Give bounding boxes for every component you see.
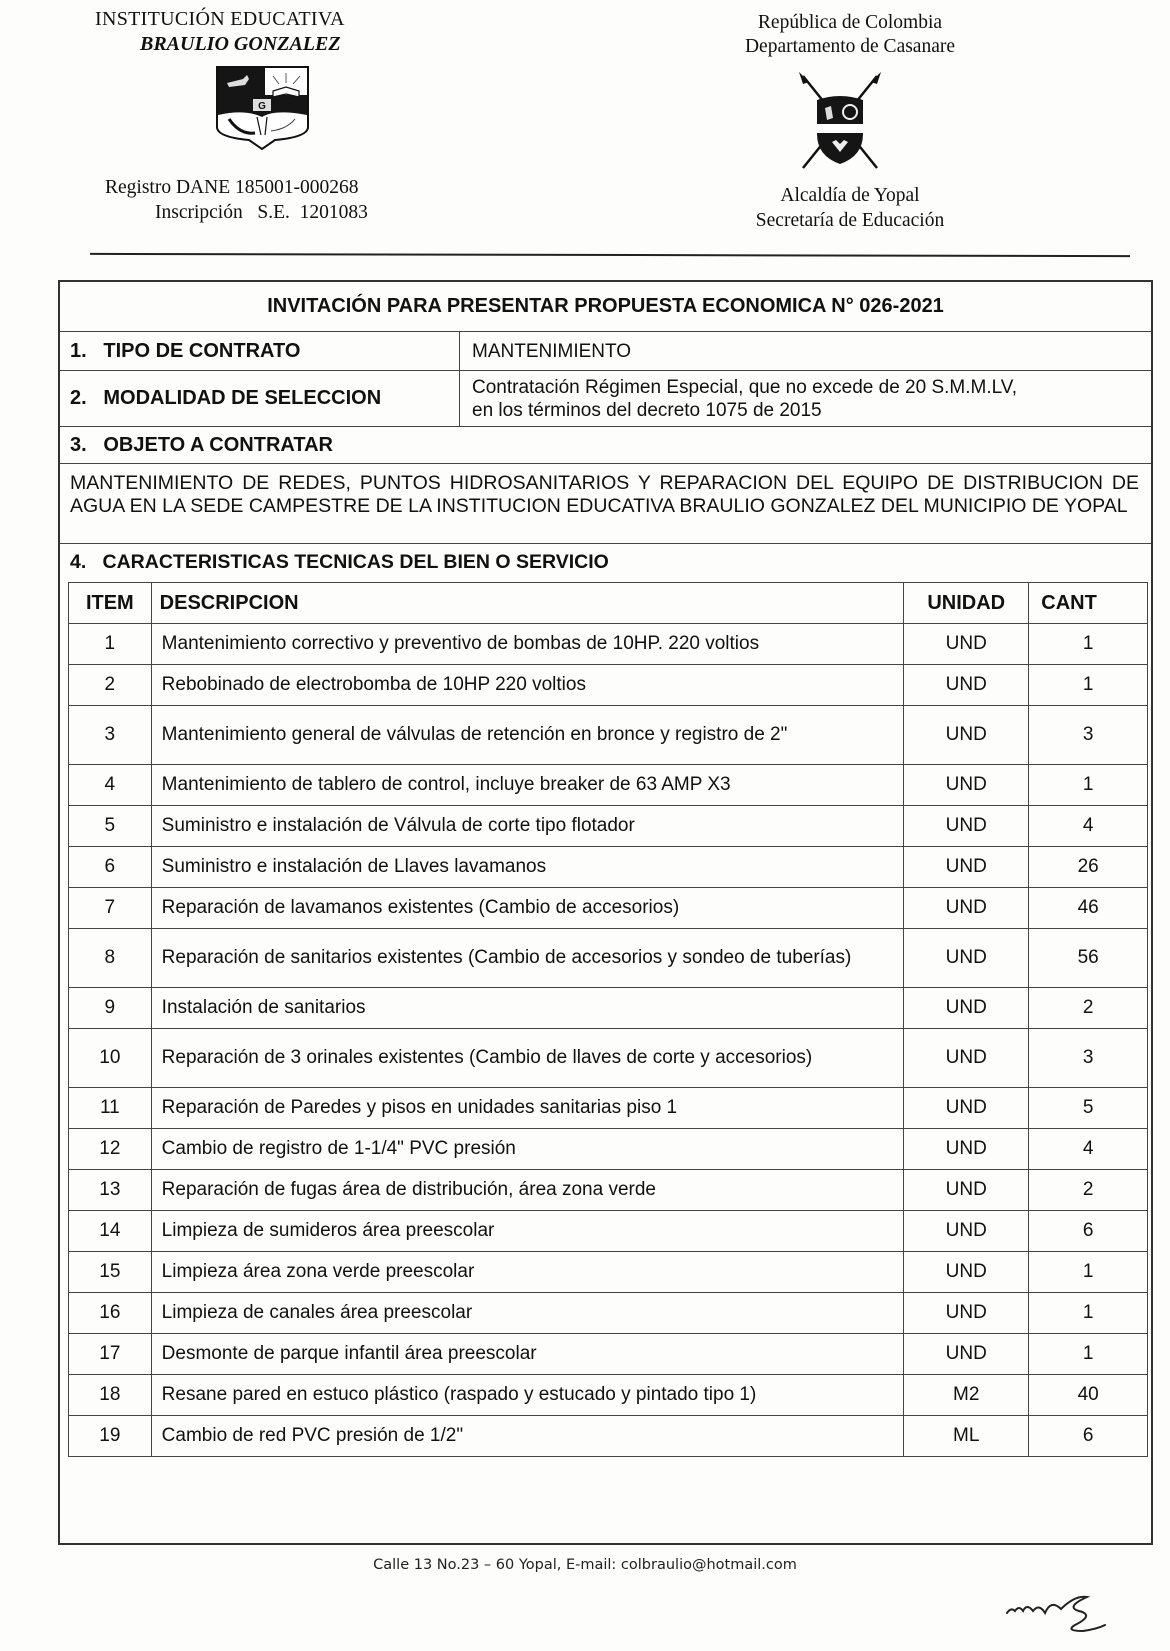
item-quantity: 1 — [1029, 624, 1148, 665]
header-quantity: CANT — [1029, 583, 1148, 624]
item-unit: M2 — [904, 1375, 1029, 1416]
item-description: Cambio de registro de 1-1/4" PVC presión — [151, 1129, 904, 1170]
contract-type-label: 1. TIPO DE CONTRATO — [60, 332, 460, 370]
table-row — [69, 1029, 1148, 1088]
item-quantity: 4 — [1029, 1129, 1148, 1170]
item-description: Limpieza de canales área preescolar — [151, 1293, 904, 1334]
item-description: Rebobinado de electrobomba de 10HP 220 voltios — [151, 665, 904, 706]
selection-mode-row — [60, 371, 1151, 427]
items-table — [68, 582, 1148, 1457]
item-description: Reparación de lavamanos existentes (Cambio de accesorios) — [151, 888, 904, 929]
item-number: 11 — [69, 1088, 152, 1129]
item-number: 10 — [69, 1029, 152, 1088]
table-row — [69, 847, 1148, 888]
item-quantity: 1 — [1029, 1334, 1148, 1375]
item-unit: UND — [904, 929, 1029, 988]
item-description: Reparación de sanitarios existentes (Cambio de accesorios y sondeo de tuberías) — [151, 929, 904, 988]
item-description: Cambio de red PVC presión de 1/2" — [151, 1416, 904, 1457]
table-row — [69, 1252, 1148, 1293]
item-description: Instalación de sanitarios — [151, 988, 904, 1029]
institution-registration — [105, 177, 368, 258]
table-header-row — [69, 583, 1148, 624]
item-unit: UND — [904, 1334, 1029, 1375]
item-unit: UND — [904, 765, 1029, 806]
item-description: Mantenimiento de tablero de control, incluye breaker de 63 AMP X3 — [151, 765, 904, 806]
department-name: Departamento de Casanare — [744, 36, 956, 57]
item-unit: UND — [904, 988, 1029, 1029]
item-number: 17 — [69, 1334, 152, 1375]
item-number: 8 — [69, 929, 152, 988]
item-unit: UND — [904, 1129, 1029, 1170]
table-row — [69, 988, 1148, 1029]
item-quantity: 26 — [1029, 847, 1148, 888]
institution-type: INSTITUCIÓN EDUCATIVA — [95, 8, 345, 30]
item-unit: ML — [904, 1416, 1029, 1457]
handwritten-signature-icon — [1005, 1585, 1125, 1640]
svg-text:G: G — [258, 101, 266, 112]
invitation-form — [58, 280, 1153, 1545]
item-description: Limpieza de sumideros área preescolar — [151, 1211, 904, 1252]
casanare-coat-of-arms-icon — [795, 72, 885, 172]
item-quantity: 56 — [1029, 929, 1148, 988]
header-unit: UNIDAD — [904, 583, 1029, 624]
item-description: Desmonte de parque infantil área preescolar — [151, 1334, 904, 1375]
item-quantity: 1 — [1029, 1293, 1148, 1334]
item-number: 3 — [69, 706, 152, 765]
contract-type-value: MANTENIMIENTO — [472, 340, 632, 362]
item-description: Mantenimiento general de válvulas de retención en bronce y registro de 2" — [151, 706, 904, 765]
item-number: 7 — [69, 888, 152, 929]
item-number: 14 — [69, 1211, 152, 1252]
table-row — [69, 1416, 1148, 1457]
item-quantity: 5 — [1029, 1088, 1148, 1129]
contract-object-text: MANTENIMIENTO DE REDES, PUNTOS HIDROSANITARIOS Y REPARACION DEL EQUIPO DE DISTRIBUCION DE AGUA EN LA SEDE CAMPESTRE DE LA INSTITUCION EDUCATIVA BRAULIO GONZALEZ DEL MUNICIPIO DE YOPAL — [60, 464, 1151, 544]
school-crest-icon — [215, 65, 310, 150]
item-unit: UND — [904, 1088, 1029, 1129]
selection-mode-value — [460, 371, 1151, 426]
table-row — [69, 1170, 1148, 1211]
table-row — [69, 624, 1148, 665]
item-number: 13 — [69, 1170, 152, 1211]
item-description: Reparación de 3 orinales existentes (Cambio de llaves de corte y accesorios) — [151, 1029, 904, 1088]
header-description: DESCRIPCION — [151, 583, 904, 624]
government-header — [700, 12, 1000, 58]
table-row — [69, 1375, 1148, 1416]
item-description: Suministro e instalación de Llaves lavamanos — [151, 847, 904, 888]
table-row — [69, 1129, 1148, 1170]
selection-mode-line-2: en los términos del decreto 1075 de 2015 — [472, 399, 822, 421]
table-row — [69, 1088, 1148, 1129]
table-row — [69, 706, 1148, 765]
municipality-name: Alcaldía de Yopal — [780, 185, 920, 206]
item-quantity: 4 — [1029, 806, 1148, 847]
item-unit: UND — [904, 847, 1029, 888]
dane-registration: Registro DANE 185001-000268 — [105, 177, 359, 198]
item-number: 2 — [69, 665, 152, 706]
selection-mode-label: 2. MODALIDAD DE SELECCION — [60, 371, 460, 426]
item-unit: UND — [904, 1211, 1029, 1252]
item-number: 1 — [69, 624, 152, 665]
item-quantity: 40 — [1029, 1375, 1148, 1416]
item-unit: UND — [904, 1029, 1029, 1088]
item-quantity: 46 — [1029, 888, 1148, 929]
contract-type-row — [60, 332, 1151, 371]
table-row — [69, 1334, 1148, 1375]
item-number: 18 — [69, 1375, 152, 1416]
item-quantity: 3 — [1029, 706, 1148, 765]
item-unit: UND — [904, 806, 1029, 847]
se-inscription: Inscripción S.E. 1201083 — [155, 202, 368, 223]
item-unit: UND — [904, 1252, 1029, 1293]
table-row — [69, 1293, 1148, 1334]
item-unit: UND — [904, 706, 1029, 765]
item-number: 12 — [69, 1129, 152, 1170]
item-description: Reparación de Paredes y pisos en unidades sanitarias piso 1 — [151, 1088, 904, 1129]
item-number: 5 — [69, 806, 152, 847]
item-unit: UND — [904, 624, 1029, 665]
item-unit: UND — [904, 1293, 1029, 1334]
item-description: Reparación de fugas área de distribución, área zona verde — [151, 1170, 904, 1211]
item-unit: UND — [904, 1170, 1029, 1211]
item-quantity: 6 — [1029, 1416, 1148, 1457]
country-name: República de Colombia — [757, 12, 943, 33]
document-title: INVITACIÓN PARA PRESENTAR PROPUESTA ECONOMICA N° 026-2021 — [60, 282, 1151, 332]
table-row — [69, 929, 1148, 988]
item-number: 15 — [69, 1252, 152, 1293]
table-row — [69, 806, 1148, 847]
item-description: Limpieza área zona verde preescolar — [151, 1252, 904, 1293]
item-quantity: 2 — [1029, 988, 1148, 1029]
item-number: 9 — [69, 988, 152, 1029]
institution-header — [95, 8, 395, 56]
item-number: 6 — [69, 847, 152, 888]
item-description: Mantenimiento correctivo y preventivo de bombas de 10HP. 220 voltios — [151, 624, 904, 665]
item-unit: UND — [904, 888, 1029, 929]
technical-specs-label: 4. CARACTERISTICAS TECNICAS DEL BIEN O SERVICIO — [70, 550, 609, 573]
header-item: ITEM — [69, 583, 152, 624]
municipality-header — [700, 183, 1000, 233]
table-row — [69, 765, 1148, 806]
table-row — [69, 1211, 1148, 1252]
item-quantity: 3 — [1029, 1029, 1148, 1088]
item-number: 16 — [69, 1293, 152, 1334]
item-quantity: 1 — [1029, 765, 1148, 806]
item-description: Suministro e instalación de Válvula de corte tipo flotador — [151, 806, 904, 847]
education-secretary: Secretaría de Educación — [755, 210, 945, 231]
item-description: Resane pared en estuco plástico (raspado y estucado y pintado tipo 1) — [151, 1375, 904, 1416]
item-number: 4 — [69, 765, 152, 806]
item-quantity: 1 — [1029, 1252, 1148, 1293]
item-quantity: 2 — [1029, 1170, 1148, 1211]
table-row — [69, 665, 1148, 706]
institution-name: BRAULIO GONZALEZ — [140, 33, 341, 55]
contract-object-label: 3. OBJETO A CONTRATAR — [60, 427, 1151, 464]
footer-address: Calle 13 No.23 – 60 Yopal, E-mail: colbraulio@hotmail.com — [373, 1557, 797, 1573]
item-unit: UND — [904, 665, 1029, 706]
item-quantity: 1 — [1029, 665, 1148, 706]
item-number: 19 — [69, 1416, 152, 1457]
selection-mode-line-1: Contratación Régimen Especial, que no excede de 20 S.M.M.LV, — [472, 376, 1017, 398]
table-row — [69, 888, 1148, 929]
item-quantity: 6 — [1029, 1211, 1148, 1252]
